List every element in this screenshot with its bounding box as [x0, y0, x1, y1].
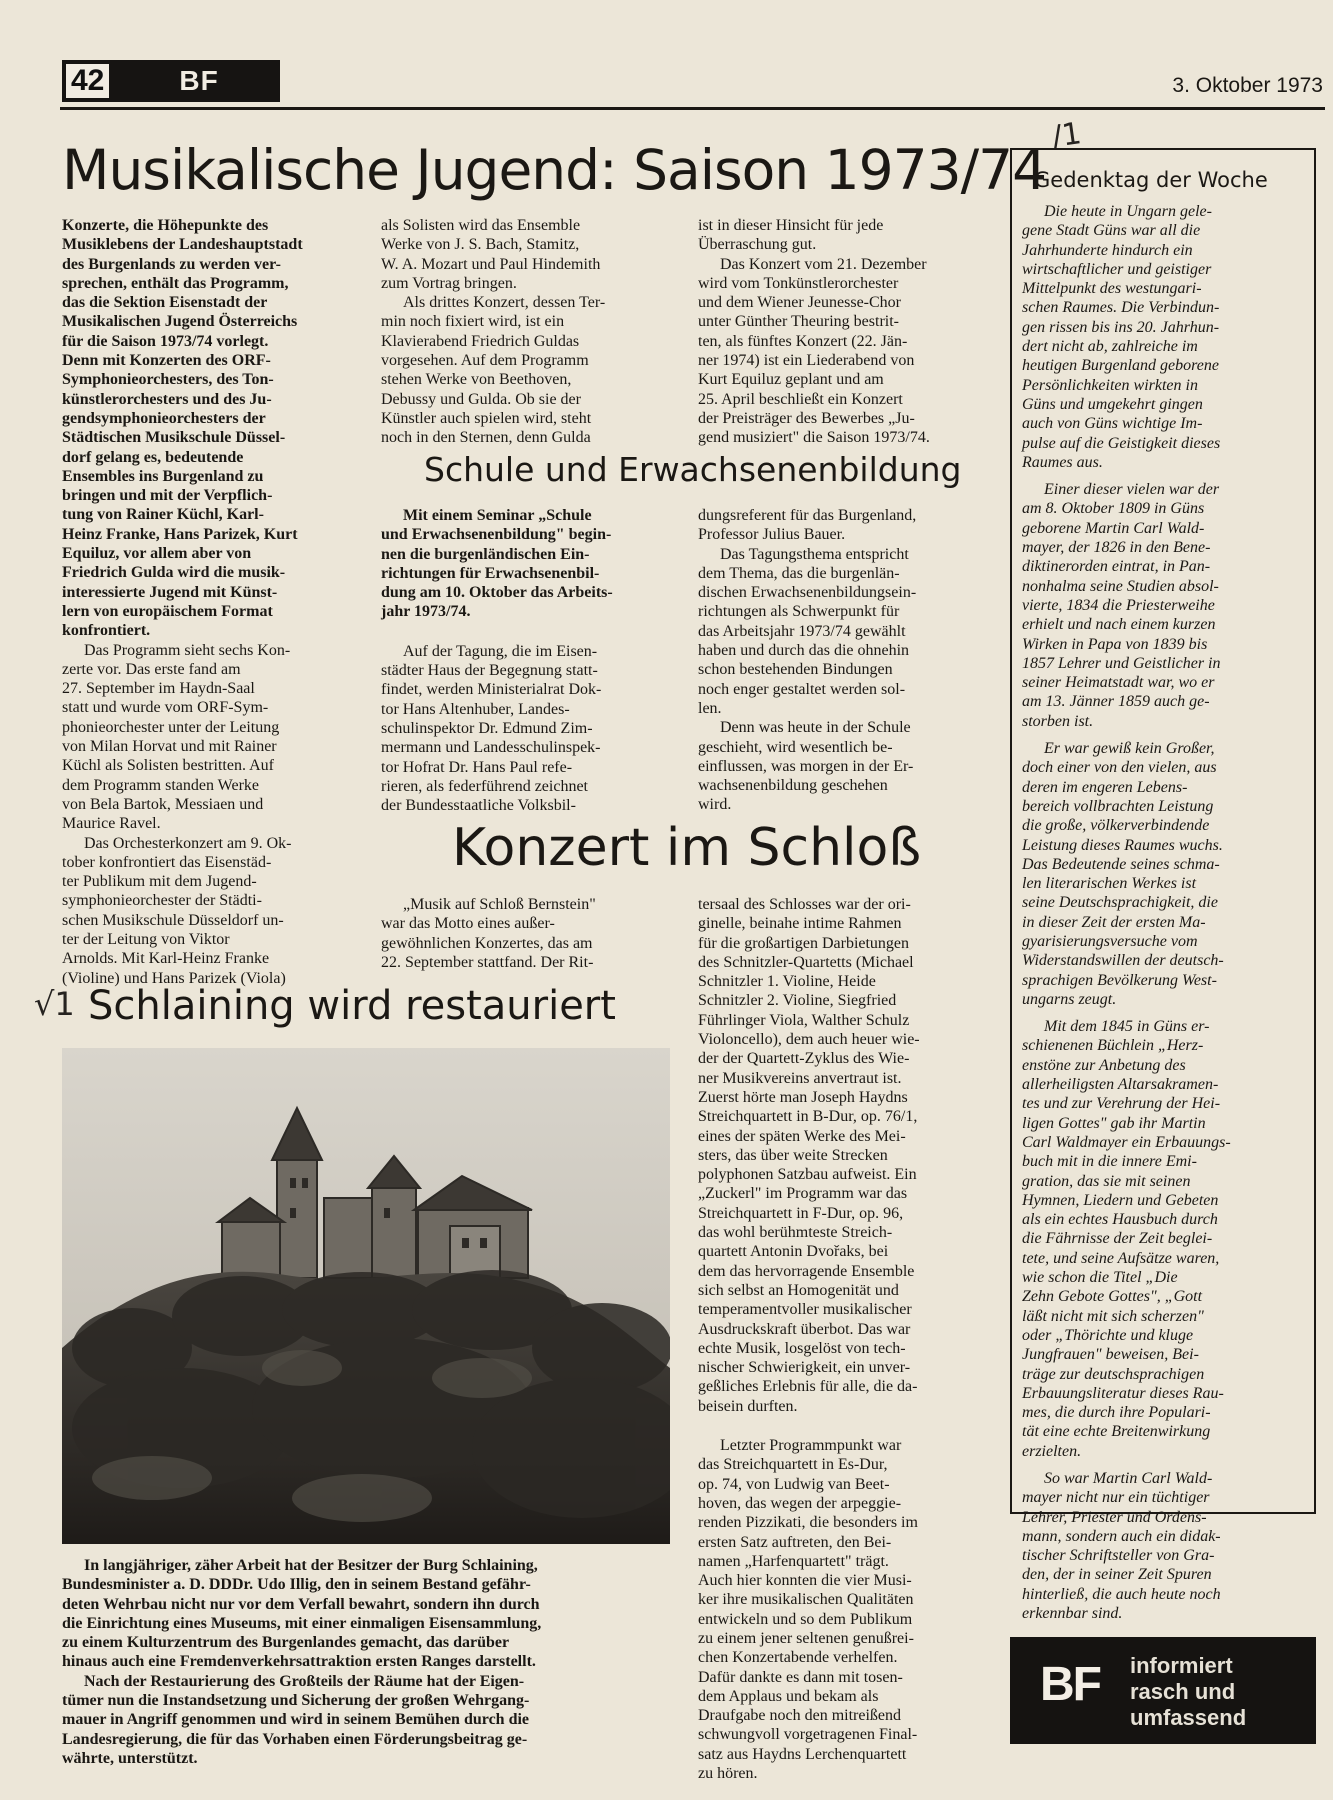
text-line: jahr 1973/74. — [381, 603, 471, 621]
text-line: Debussy und Gulda. Ob sie der — [381, 390, 581, 408]
text-line: tung von Rainer Küchl, Karl- — [62, 506, 264, 524]
text-line: Lehrer, Priester und Ordens- — [1022, 1508, 1207, 1526]
text-line: einflussen, was morgen in der Er- — [698, 757, 914, 775]
text-line: len. — [698, 699, 722, 717]
main-headline: Musikalische Jugend: Saison 1973/74 — [62, 138, 1047, 202]
text-line: Nach der Restaurierung des Großteils der Räume hat der Eigen- — [84, 1672, 525, 1690]
text-line: Draufgabe noch den mitreißend — [698, 1707, 902, 1725]
text-line: zum Vortrag bringen. — [381, 274, 517, 292]
text-line: tete, und seine Aufsätze waren, — [1022, 1249, 1220, 1267]
text-line: Arnolds. Mit Karl-Heinz Franke — [62, 950, 270, 968]
schule-headline: Schule und Erwachsenenbildung — [424, 450, 962, 489]
text-line: gration, das sie mit seinen — [1022, 1172, 1191, 1190]
text-line: diktinerorden eintrat, in Pan- — [1022, 558, 1211, 576]
promo-box — [1010, 1637, 1316, 1744]
text-line: tersaal des Schlosses war der ori- — [698, 896, 911, 913]
castle-photo-icon — [62, 1048, 670, 1544]
text-line: In langjähriger, zäher Arbeit hat der Besitzer der Burg Schlaining, — [84, 1557, 538, 1574]
text-line: den, der in seiner Zeit Spuren — [1022, 1566, 1212, 1584]
text-line: „Musik auf Schloß Bernstein" — [403, 896, 596, 913]
text-line: namen „Harfenquartett" trägt. — [698, 1552, 889, 1570]
text-line: ten, als fünftes Konzert (22. Jän- — [698, 332, 908, 350]
text-line: mermann und Landesschulinspek- — [381, 739, 601, 757]
text-line: phonieorchester unter der Leitung — [62, 718, 280, 736]
text-line: das wohl berühmteste Streich- — [698, 1224, 893, 1242]
text-line: Künstler auch spielen wird, steht — [381, 409, 592, 427]
text-line: Maurice Ravel. — [62, 815, 161, 833]
page-brand: BF — [179, 65, 219, 96]
text-line: dem Programm standen Werke — [62, 776, 260, 794]
text-line: len literarischen Werkes ist — [1022, 875, 1197, 893]
text-line: buch mit in die innere Emi- — [1022, 1153, 1197, 1171]
text-line: Kurt Equiluz geplant und am — [698, 371, 884, 389]
schule-col3 — [698, 506, 998, 815]
text-line: für die großartigen Darbietungen — [698, 934, 910, 952]
text-line: sters, das über weite Strecken — [698, 1146, 888, 1164]
text-line: deren im engeren Lebens- — [1022, 778, 1188, 796]
schlaining-paragraph-1 — [62, 1556, 670, 1672]
text-line: Mittelpunkt des westungari- — [1022, 280, 1202, 298]
text-line: Hymnen, Liedern und Gebeten — [1022, 1191, 1219, 1209]
sidebar-paragraph-3 — [1022, 739, 1305, 1009]
text-line: mayer, der 1826 in den Bene- — [1022, 539, 1211, 557]
musik-col3 — [698, 216, 998, 448]
issue-date: 3. Oktober 1973 — [1172, 74, 1323, 97]
text-line: Dafür dankte es dann mit tosen- — [698, 1668, 903, 1686]
handwritten-mark-sidebar: /1 — [1049, 116, 1084, 155]
page-number: 42 — [66, 64, 109, 98]
text-line: quartett Antonin Dvořaks, bei — [698, 1243, 889, 1261]
text-line: statt und wurde vom ORF-Sym- — [62, 699, 269, 717]
text-line: echte Musik, losgelöst von tech- — [698, 1339, 906, 1357]
text-line: nischer Schwierigkeit, ein unver- — [698, 1359, 911, 1377]
text-line: der Bundesstaatliche Volksbil- — [381, 797, 576, 815]
text-line: Wirken in Papa von 1839 bis — [1022, 635, 1208, 653]
text-line: in dieser Zeit der ersten Ma- — [1022, 913, 1206, 931]
text-line: richtungen für Erwachsenenbil- — [381, 564, 600, 582]
text-line: zu einem Kulturzentrum des Burgenlandes gemacht, das darüber — [62, 1634, 510, 1652]
text-line: interessierte Jugend mit Künst- — [62, 583, 278, 601]
text-line: Das Bedeutende seines schma- — [1022, 855, 1220, 873]
text-line: Carl Waldmayer ein Erbauungs- — [1022, 1133, 1231, 1151]
text-line: satz aus Haydns Lerchenquartett — [698, 1745, 907, 1763]
text-line: tober konfrontiert das Eisenstäd- — [62, 853, 272, 871]
konzert-col2 — [381, 895, 683, 972]
schlaining-paragraph-2 — [62, 1672, 670, 1768]
text-line: 25. April beschließt ein Konzert — [698, 390, 903, 408]
text-line: dungsreferent für das Burgenland, — [698, 507, 917, 524]
schule-col3-paragraph-1 — [698, 506, 998, 545]
text-line: Das Orchesterkonzert am 9. Ok- — [84, 834, 292, 852]
text-line: der der Quartett-Zyklus des Wie- — [698, 1050, 910, 1068]
schlaining-headline: Schlaining wird restauriert — [88, 983, 616, 1029]
text-line: noch in den Sternen, denn Gulda — [381, 429, 591, 447]
text-line: Violoncello), dem auch heuer wie- — [698, 1031, 920, 1049]
konzert-col3-paragraph-2 — [698, 1436, 998, 1783]
text-line: Jahrhunderte hindurch ein — [1022, 241, 1193, 259]
text-line: des Schnitzler-Quartetts (Michael — [698, 953, 914, 971]
text-line: ist in dieser Hinsicht für jede — [698, 217, 884, 234]
sidebar-text — [1022, 202, 1305, 1623]
text-line: Mit dem 1845 in Güns er- — [1044, 1018, 1210, 1036]
text-line: Professor Julius Bauer. — [698, 526, 846, 544]
text-line: die Einrichtung eines Museums, mit einer einmaligen Eisensammlung, — [62, 1614, 542, 1632]
text-line: vierte, 1834 die Priesterweihe — [1022, 596, 1215, 614]
sidebar-paragraph-1 — [1022, 202, 1305, 472]
text-line: haben und durch das die ohnehin — [698, 642, 910, 660]
text-line: ligen Gottes" gab ihr Martin — [1022, 1114, 1206, 1132]
text-line: Die heute in Ungarn gele- — [1044, 203, 1212, 220]
text-line: und dem Wiener Jeunesse-Chor — [698, 294, 902, 312]
musik-lead-paragraph — [62, 216, 362, 641]
text-line: war das Motto eines außer- — [381, 915, 555, 933]
text-line: und Erwachsenenbildung" begin- — [381, 526, 612, 544]
text-line: Zehn Gebote Gottes", „Gott — [1022, 1288, 1203, 1306]
text-line: Auch hier konnten die vier Musi- — [698, 1572, 912, 1590]
text-line: 1857 Lehrer und Geistlicher in — [1022, 654, 1221, 672]
text-line: gene Stadt Güns war all die — [1022, 222, 1201, 240]
text-line: renden Pizzikati, die besonders im — [698, 1514, 918, 1532]
schule-paragraph-2 — [381, 642, 683, 816]
text-line: nen die burgenländischen Ein- — [381, 545, 590, 563]
text-line: Auf der Tagung, die im Eisen- — [403, 642, 598, 660]
text-line: Das Tagungsthema entspricht — [720, 545, 909, 563]
text-line: währte, unterstützt. — [62, 1749, 198, 1767]
text-line: Klavierabend Friedrich Guldas — [381, 332, 580, 350]
musik-col3-paragraph-2 — [698, 255, 998, 448]
text-line: chen Konzertabende verhelfen. — [698, 1649, 898, 1667]
text-line: allerheiligsten Altarsakramen- — [1022, 1076, 1219, 1094]
sidebar-paragraph-5 — [1022, 1469, 1305, 1623]
text-line: Küchl als Solisten bestritten. Auf — [62, 757, 274, 775]
promo-logo: BF — [1040, 1658, 1100, 1711]
text-line: mes, die durch ihre Populari- — [1022, 1404, 1211, 1422]
text-line: beisein durften. — [698, 1397, 798, 1415]
text-line: Er war gewiß kein Großer, — [1044, 740, 1215, 758]
text-line: Widerstandswillen der deutsch- — [1022, 952, 1224, 970]
page-number-box — [62, 60, 280, 102]
text-line: nonhalma seine Studien absol- — [1022, 577, 1219, 595]
text-line: künstlerorchesters und des Ju- — [62, 390, 272, 408]
text-line: Schnitzler 2. Violine, Siegfried — [698, 992, 897, 1010]
text-line: Das Programm sieht sechs Kon- — [84, 641, 291, 659]
text-line: Als drittes Konzert, dessen Ter- — [403, 294, 606, 312]
text-line: gewöhnlichen Konzertes, das am — [381, 934, 593, 952]
text-line: Letzter Programmpunkt war — [720, 1437, 902, 1455]
text-line: schienenen Büchlein „Herz- — [1022, 1037, 1204, 1055]
text-line: Ensembles ins Burgenland zu — [62, 467, 264, 485]
text-line: Einer dieser vielen war der — [1044, 481, 1220, 499]
text-line: das die Sektion Eisenstadt der — [62, 294, 268, 312]
text-line: enstöne zur Anbetung des — [1022, 1056, 1186, 1074]
musik-col1 — [62, 216, 362, 988]
text-line: rieren, als federführend zeichnet — [381, 777, 588, 795]
text-line: als ein echtes Hausbuch durch — [1022, 1211, 1218, 1229]
text-line: ner Musikvereins anvertraut ist. — [698, 1069, 902, 1087]
text-line: sprachigen Bevölkerung West- — [1022, 971, 1217, 989]
text-line: bringen und mit der Verpflich- — [62, 487, 273, 505]
text-line: des Burgenlands zu werden ver- — [62, 255, 281, 273]
text-line: schon bestehenden Bindungen — [698, 661, 893, 679]
text-line: geschieht, wird wesentlich be- — [698, 738, 893, 756]
schule-col3-paragraph-3 — [698, 718, 998, 814]
text-line: dung am 10. Oktober das Arbeits- — [381, 584, 613, 602]
text-line: geborene Martin Carl Wald- — [1022, 519, 1205, 537]
text-line: für die Saison 1973/74 vorlegt. — [62, 332, 269, 350]
konzert-col3-paragraph-1 — [698, 895, 998, 1416]
text-line: gendsymphonieorchesters der — [62, 409, 266, 427]
text-line: tät eine echte Breitenwirkung — [1022, 1423, 1211, 1441]
musik-col3-paragraph-1 — [698, 216, 998, 255]
text-line: Schnitzler 1. Violine, Heide — [698, 973, 876, 991]
text-line: noch enger gestaltet werden sol- — [698, 680, 906, 698]
text-line: Leistung dieses Raumes wuchs. — [1022, 836, 1223, 854]
text-line: polyphonen Satzbau aufweist. Ein — [698, 1166, 917, 1184]
text-line: träge zur deutschsprachigen — [1022, 1365, 1205, 1383]
text-line: bereich vollbrachten Leistung — [1022, 797, 1214, 815]
text-line: Ausdruckskraft überbot. Das war — [698, 1320, 911, 1338]
promo-text — [1130, 1653, 1246, 1731]
text-line: wird vom Tonkünstlerorchester — [698, 274, 899, 292]
text-line: findet, werden Ministerialrat Dok- — [381, 681, 602, 699]
text-line: von Bela Bartok, Messiaen und — [62, 795, 264, 813]
text-line: tor Hofrat Dr. Hans Paul refe- — [381, 758, 573, 776]
text-line: ungarns zeugt. — [1022, 990, 1117, 1008]
text-line: heutigen Burgenland geborene — [1022, 357, 1219, 375]
text-line: vorgesehen. Auf dem Programm — [381, 352, 589, 370]
musik-paragraph-2 — [62, 641, 362, 834]
text-line: (Violine) und Hans Parizek (Viola) — [62, 969, 286, 987]
text-line: am 13. Jänner 1859 auch ge- — [1022, 693, 1210, 711]
text-line: Güns und umgekehrt gingen — [1022, 395, 1203, 413]
text-line: sprechen, enthält das Programm, — [62, 274, 289, 292]
musik-col2 — [381, 216, 683, 448]
text-line: der Preisträger des Bewerbes „Ju- — [698, 409, 915, 427]
text-line: doch einer von den vielen, aus — [1022, 759, 1217, 777]
text-line: erzielten. — [1022, 1442, 1082, 1460]
text-line: oder „Thörichte und kluge — [1022, 1326, 1194, 1344]
text-line: schulinspektor Dr. Edmund Zim- — [381, 719, 593, 737]
text-line: Raumes aus. — [1022, 453, 1103, 471]
text-line: ter Publikum mit dem Jugend- — [62, 873, 257, 891]
text-line: Jungfrauen" beweisen, Bei- — [1022, 1346, 1199, 1364]
text-line: städter Haus der Begegnung statt- — [381, 662, 598, 680]
text-line: wird. — [698, 796, 732, 814]
text-line: mayer nicht nur ein tüchtiger — [1022, 1489, 1210, 1507]
text-line: ersten Satz auftreten, den Bei- — [698, 1533, 892, 1551]
text-line: schen Musikschule Düsseldorf un- — [62, 911, 284, 929]
text-line: geßliches Erlebnis für alle, die da- — [698, 1378, 918, 1396]
text-line: dem Applaus und bekam als — [698, 1687, 879, 1705]
text-line: 22. September stattfand. Der Rit- — [381, 953, 594, 971]
musik-col2-paragraph-2 — [381, 293, 683, 447]
text-line: tischer Schriftsteller von Gra- — [1022, 1547, 1215, 1565]
promo-line: rasch und — [1130, 1679, 1236, 1704]
text-line: wirtschaftlicher und geistiger — [1022, 260, 1212, 278]
text-line: pulse auf die Geistigkeit dieses — [1022, 434, 1221, 452]
text-line: Landesregierung, die für das Vorhaben einen Förderungsbeitrag ge- — [62, 1730, 528, 1748]
text-line: dem das hervorragende Ensemble — [698, 1262, 915, 1280]
text-line: Das Konzert vom 21. Dezember — [720, 255, 927, 273]
schule-col2 — [381, 506, 683, 815]
text-line: Mit einem Seminar „Schule — [403, 507, 592, 524]
text-line: auch von Güns wichtige Im- — [1022, 415, 1203, 433]
text-line: Bundesminister a. D. DDDr. Udo Illig, den in seinem Bestand gefähr- — [62, 1576, 531, 1594]
text-line: Zuerst hörte man Joseph Haydns — [698, 1088, 908, 1106]
text-line: hinterließ, die auch heute noch — [1022, 1585, 1221, 1603]
text-line: wachsenenbildung geschehen — [698, 777, 888, 795]
text-line: mauer in Angriff genommen und wird in seinem Bemühen durch die — [62, 1711, 530, 1729]
text-line: tor Hans Altenhuber, Landes- — [381, 700, 570, 718]
text-line: min noch fixiert wird, ist ein — [381, 313, 565, 331]
text-line: dert nicht ab, zahlreiche im — [1022, 338, 1198, 356]
text-line: Überraschung gut. — [698, 236, 817, 254]
text-line: seiner Heimatstadt war, wo er — [1022, 674, 1215, 692]
schlaining-article — [62, 1556, 670, 1768]
text-line: läßt nicht mit sich scherzen" — [1022, 1307, 1204, 1325]
text-line: gen rissen bis ins 20. Jahrhun- — [1022, 318, 1220, 336]
text-line: „Zuckerl" im Programm war das — [698, 1185, 908, 1203]
sidebar-title: Gedenktag der Woche — [1034, 168, 1268, 192]
text-line: sich selbst an Homogenität und — [698, 1281, 899, 1299]
text-line: Werke von J. S. Bach, Stamitz, — [381, 236, 580, 254]
text-line: erkennbar sind. — [1022, 1605, 1123, 1623]
text-line: Denn mit Konzerten des ORF- — [62, 352, 271, 370]
text-line: stehen Werke von Beethoven, — [381, 371, 572, 389]
text-line: Musiklebens der Landeshauptstadt — [62, 236, 303, 254]
text-line: lern von europäischem Format — [62, 602, 273, 620]
text-line: das Streichquartett in Es-Dur, — [698, 1456, 888, 1474]
konzert-lead-paragraph — [381, 895, 683, 972]
text-line: hinaus auch eine Fremdenverkehrsattraktion ersten Ranges darstellt. — [62, 1653, 536, 1671]
text-line: schen Raumes. Die Verbindun- — [1022, 299, 1220, 317]
text-line: ner 1974) ist ein Liederabend von — [698, 352, 915, 370]
text-line: Persönlichkeiten wirkten in — [1022, 376, 1198, 394]
schule-col3-paragraph-2 — [698, 545, 998, 719]
text-line: entwickeln und so dem Publikum — [698, 1610, 913, 1628]
text-line: als Solisten wird das Ensemble — [381, 217, 581, 234]
text-line: eines der späten Werke des Mei- — [698, 1127, 906, 1145]
text-line: Heinz Franke, Hans Parizek, Kurt — [62, 525, 298, 543]
text-line: am 8. Oktober 1809 in Güns — [1022, 500, 1205, 518]
konzert-col3 — [698, 895, 998, 1783]
schule-lead-paragraph — [381, 506, 683, 622]
header-rule — [60, 107, 1325, 110]
text-line: hoven, das wegen der arpeggie- — [698, 1494, 902, 1512]
text-line: die große, völkerverbindende — [1022, 817, 1210, 835]
text-line: ker ihre musikalischen Qualitäten — [698, 1591, 914, 1609]
text-line: schwungvoll vorgetragenen Final- — [698, 1726, 918, 1744]
text-line: seine Deutschsprachigkeit, die — [1022, 894, 1218, 912]
promo-line: umfassend — [1130, 1705, 1247, 1730]
text-line: tümer nun die Instandsetzung und Sicherung der großen Wehrgang- — [62, 1692, 530, 1710]
musik-col2-paragraph-1 — [381, 216, 683, 293]
text-line: op. 74, von Ludwig van Beet- — [698, 1475, 890, 1493]
text-line: Symphonieorchesters, des Ton- — [62, 371, 274, 389]
text-line: dorf gelang es, bedeutende — [62, 448, 244, 466]
handwritten-mark-schlaining: √1 — [34, 985, 75, 1023]
sidebar-paragraph-2 — [1022, 480, 1305, 731]
text-line: mann, sondern auch ein didak- — [1022, 1527, 1221, 1545]
text-line: W. A. Mozart und Paul Hindemith — [381, 255, 601, 273]
text-line: Führlinger Viola, Walther Schulz — [698, 1011, 910, 1029]
text-line: tes und zur Verehrung der Hei- — [1022, 1095, 1221, 1113]
text-line: symphonieorchester der Städti- — [62, 892, 262, 910]
text-line: von Milan Horvat und mit Rainer — [62, 738, 277, 756]
text-line: Erbauungsliteratur dieses Rau- — [1022, 1384, 1224, 1402]
text-line: Denn was heute in der Schule — [720, 719, 911, 737]
text-line: die Fährnisse der Zeit beglei- — [1022, 1230, 1213, 1248]
text-line: zerte vor. Das erste fand am — [62, 660, 241, 678]
text-line: So war Martin Carl Wald- — [1044, 1470, 1213, 1487]
text-line: gend musiziert" die Saison 1973/74. — [698, 429, 930, 447]
text-line: ginelle, beinahe intime Rahmen — [698, 915, 902, 933]
text-line: Städtischen Musikschule Düssel- — [62, 429, 286, 447]
text-line: 27. September im Haydn-Saal — [62, 680, 255, 698]
text-line: Streichquartett in B-Dur, op. 76/1, — [698, 1108, 918, 1126]
text-line: dischen Erwachsenenbildungsein- — [698, 584, 917, 602]
text-line: erhielt und nach einem kurzen — [1022, 616, 1216, 634]
text-line: temperamentvoller musikalischer — [698, 1301, 912, 1319]
text-line: zu einem jener seltenen genußrei- — [698, 1629, 914, 1647]
promo-line: informiert — [1130, 1653, 1233, 1678]
text-line: storben ist. — [1022, 712, 1094, 730]
text-line: konfrontiert. — [62, 622, 151, 640]
text-line: Konzerte, die Höhepunkte des — [62, 217, 269, 234]
konzert-headline: Konzert im Schloß — [452, 818, 922, 878]
text-line: Equiluz, vor allem aber von — [62, 545, 252, 563]
text-line: deten Wehrbau nicht nur vor dem Verfall bewahrt, sondern ihn durch — [62, 1595, 540, 1613]
text-line: zu hören. — [698, 1765, 758, 1783]
text-line: dem Thema, das die burgenlän- — [698, 564, 900, 582]
text-line: ter der Leitung von Viktor — [62, 930, 230, 948]
text-line: richtungen als Schwerpunkt für — [698, 603, 900, 621]
text-line: gyarisierungsversuche vom — [1022, 932, 1198, 950]
text-line: das Arbeitsjahr 1973/74 gewählt — [698, 622, 906, 640]
text-line: Streichquartett in F-Dur, op. 96, — [698, 1204, 904, 1222]
sidebar-paragraph-4 — [1022, 1017, 1305, 1461]
text-line: Musikalischen Jugend Österreichs — [62, 313, 298, 331]
musik-paragraph-3 — [62, 834, 362, 988]
text-line: wie schon die Titel „Die — [1022, 1269, 1178, 1287]
text-line: Friedrich Gulda wird die musik- — [62, 564, 286, 582]
text-line: unter Günther Theuring bestrit- — [698, 313, 899, 331]
